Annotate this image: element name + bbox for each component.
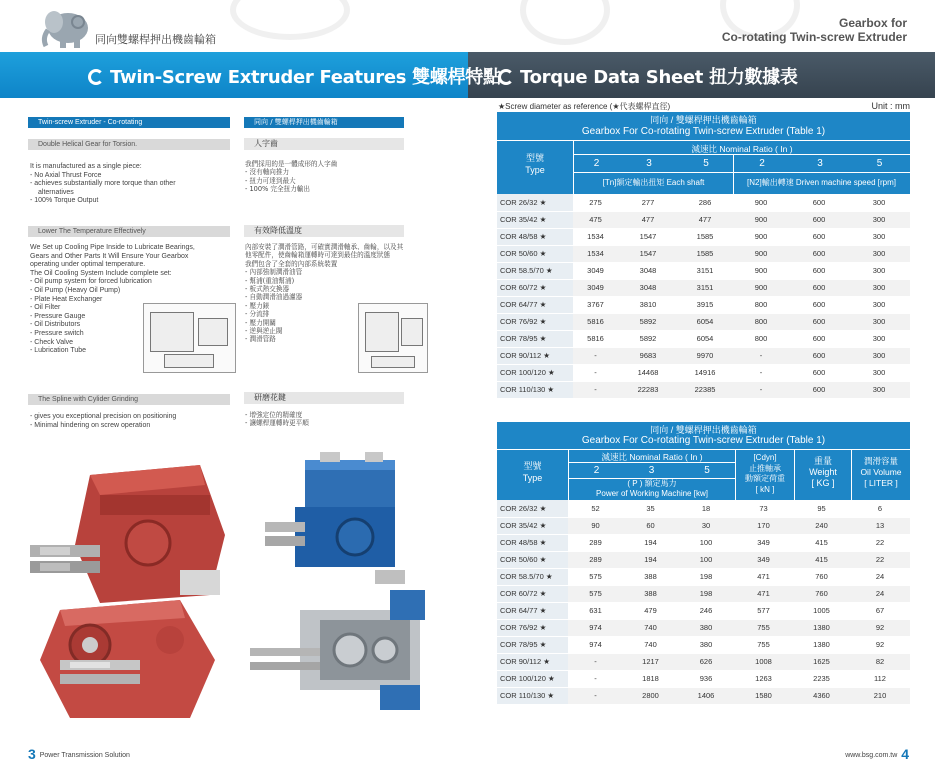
section-co-rotating-en: Twin-screw Extruder - Co-rotating bbox=[28, 117, 230, 128]
value-cell: 198 bbox=[678, 585, 734, 602]
value-cell: 246 bbox=[678, 602, 734, 619]
value-cell: 1534 bbox=[573, 245, 618, 262]
swirl-icon bbox=[498, 69, 514, 85]
double-helical-body-en: It is manufactured as a single piece: - No Axial Thrust Force - achieves substantially more torque than other alternatives - 100% Torque Output bbox=[30, 163, 176, 205]
value-cell: 92 bbox=[850, 619, 910, 636]
table-row bbox=[497, 602, 910, 619]
model-cell: COR 35/42 ★ bbox=[497, 517, 568, 534]
table-row bbox=[497, 585, 910, 602]
value-cell: 300 bbox=[848, 245, 910, 262]
unit-label: Unit : mm bbox=[871, 101, 910, 111]
value-cell: 600 bbox=[790, 313, 848, 330]
model-cell: COR 26/32 ★ bbox=[497, 194, 573, 211]
value-cell: 1534 bbox=[573, 228, 618, 245]
blue-gearbox-photo bbox=[265, 452, 410, 587]
footer-left: 3 Power Transmission Solution bbox=[28, 746, 130, 762]
value-cell: 600 bbox=[790, 279, 848, 296]
table-row bbox=[497, 636, 910, 653]
temperature-body-cn: 內部安裝了潤滑管路，可確實潤滑軸承、齒輪，以及其 他零配件，使齒輪箱運轉時可達到最佳的溫度狀態 我們包含了全套的內部系統裝置 - 內部強制潤滑油管 - 幫浦(重油幫浦) - 板式熱交換器 - 自動潤滑油過濾器 - 壓力錶 - 分流排 - 壓力開關 - 逆與逆止閥 - 潤滑管路 bbox=[245, 243, 404, 344]
value-cell: 3151 bbox=[678, 279, 732, 296]
value-cell: 100 bbox=[678, 534, 734, 551]
section-temperature-cn: 有效降低溫度 bbox=[244, 225, 404, 237]
model-cell: COR 90/112 ★ bbox=[497, 347, 573, 364]
value-cell: 300 bbox=[848, 330, 910, 347]
value-cell: 52 bbox=[568, 500, 623, 517]
model-cell: COR 78/95 ★ bbox=[497, 330, 573, 347]
value-cell: 95 bbox=[793, 500, 850, 517]
value-cell: 5892 bbox=[618, 313, 678, 330]
table-row bbox=[497, 194, 910, 211]
value-cell: 3767 bbox=[573, 296, 618, 313]
value-cell: 388 bbox=[623, 568, 678, 585]
value-cell: 6 bbox=[850, 500, 910, 517]
value-cell: 800 bbox=[732, 330, 790, 347]
value-cell: 198 bbox=[678, 568, 734, 585]
value-cell: 300 bbox=[848, 296, 910, 313]
table1-title-cn: 同向 / 雙螺桿押出機齒輪箱 bbox=[650, 115, 757, 125]
model-cell: COR 50/60 ★ bbox=[497, 245, 573, 262]
value-cell: 415 bbox=[793, 551, 850, 568]
gear-decoration bbox=[230, 0, 350, 40]
value-cell: 471 bbox=[734, 585, 793, 602]
double-helical-body-cn: 我們採用的是一體成形的人字齒 - 沒有軸向推力 - 扭力可達到最大 - 100% 完全扭力輸出 bbox=[245, 160, 338, 194]
value-cell: 577 bbox=[734, 602, 793, 619]
table-row bbox=[497, 551, 910, 568]
value-cell: 471 bbox=[734, 568, 793, 585]
model-cell: COR 48/58 ★ bbox=[497, 534, 568, 551]
value-cell: 5892 bbox=[618, 330, 678, 347]
table-row bbox=[497, 228, 910, 245]
value-cell: 112 bbox=[850, 670, 910, 687]
section-double-helical-en: Double Helical Gear for Torsion. bbox=[28, 139, 230, 150]
value-cell: 349 bbox=[734, 551, 793, 568]
value-cell: 1380 bbox=[793, 619, 850, 636]
value-cell: 600 bbox=[790, 228, 848, 245]
section-spline-en: The Spline with Cylider Grinding bbox=[28, 394, 230, 405]
value-cell: 30 bbox=[678, 517, 734, 534]
swirl-icon bbox=[88, 69, 104, 85]
value-cell: 300 bbox=[848, 364, 910, 381]
model-cell: COR 110/130 ★ bbox=[497, 687, 568, 704]
table-row bbox=[497, 653, 910, 670]
table-row bbox=[497, 330, 910, 347]
model-cell: COR 76/92 ★ bbox=[497, 313, 573, 330]
value-cell: 3810 bbox=[618, 296, 678, 313]
value-cell: 22385 bbox=[678, 381, 732, 398]
value-cell: 3048 bbox=[618, 262, 678, 279]
model-cell: COR 60/72 ★ bbox=[497, 279, 573, 296]
value-cell: - bbox=[568, 670, 623, 687]
value-cell: 900 bbox=[732, 279, 790, 296]
value-cell: 4360 bbox=[793, 687, 850, 704]
model-cell: COR 50/60 ★ bbox=[497, 551, 568, 568]
value-cell: 1625 bbox=[793, 653, 850, 670]
value-cell: 24 bbox=[850, 568, 910, 585]
value-cell: - bbox=[732, 347, 790, 364]
value-cell: 3915 bbox=[678, 296, 732, 313]
elephant-logo-icon bbox=[38, 2, 94, 50]
value-cell: 14468 bbox=[618, 364, 678, 381]
value-cell: 755 bbox=[734, 636, 793, 653]
value-cell: 600 bbox=[790, 262, 848, 279]
section-temperature-en: Lower The Temperature Effectively bbox=[28, 226, 230, 237]
value-cell: 90 bbox=[568, 517, 623, 534]
red-gearbox-photo-1 bbox=[30, 455, 230, 605]
table-row bbox=[497, 568, 910, 585]
spline-body-en: - gives you exceptional precision on positioning - Minimal hindering on screw operation bbox=[30, 413, 177, 429]
cooling-system-diagram bbox=[143, 303, 236, 373]
value-cell: 936 bbox=[678, 670, 734, 687]
table-row bbox=[497, 619, 910, 636]
value-cell: 740 bbox=[623, 636, 678, 653]
value-cell: 1547 bbox=[618, 228, 678, 245]
table2-title-cn: 同向 / 雙螺桿押出機齒輪箱 bbox=[650, 425, 757, 435]
gear-decoration bbox=[520, 0, 610, 45]
header-left-title: 同向雙螺桿押出機齒輪箱 bbox=[95, 33, 216, 46]
value-cell: - bbox=[573, 347, 618, 364]
model-cell: COR 110/130 ★ bbox=[497, 381, 573, 398]
table1-title-en: Gearbox For Co-rotating Twin-screw Extruder (Table 1) bbox=[581, 126, 826, 137]
value-cell: 92 bbox=[850, 636, 910, 653]
red-gearbox-photo-2 bbox=[30, 600, 220, 720]
value-cell: 900 bbox=[732, 262, 790, 279]
value-cell: 300 bbox=[848, 313, 910, 330]
value-cell: 289 bbox=[568, 551, 623, 568]
table2-weight-header: 重量 Weight [ KG ] bbox=[809, 456, 837, 488]
table1-speed-label: [N2]輸出轉速 Driven machine speed [rpm] bbox=[747, 178, 896, 187]
power-table bbox=[497, 500, 910, 705]
value-cell: 18 bbox=[678, 500, 734, 517]
table-row bbox=[497, 211, 910, 228]
table1-model-header: 型號 Type bbox=[525, 153, 545, 175]
model-cell: COR 26/32 ★ bbox=[497, 500, 568, 517]
value-cell: 600 bbox=[790, 381, 848, 398]
value-cell: 600 bbox=[790, 330, 848, 347]
table-row bbox=[497, 500, 910, 517]
value-cell: 1005 bbox=[793, 602, 850, 619]
table-row bbox=[497, 262, 910, 279]
value-cell: 100 bbox=[678, 551, 734, 568]
value-cell: 900 bbox=[732, 228, 790, 245]
opened-gearbox-photo bbox=[250, 590, 430, 720]
temperature-body-en: We Set up Cooling Pipe Inside to Lubricate Bearings, Gears and Other Parts It Will Ensure Your Gearbox operating under optimal temperature. The Oil Cooling System Include complete set: - Oil pump system for forced lubrication - Oil Pump (Heavy Oil Pump) - Plate Heat Exchanger - Oil Filter - Pressure Gauge - Oil Distributors - Pressure switch - Check Valve - Lubrication Tube bbox=[30, 244, 195, 355]
value-cell: 1406 bbox=[678, 687, 734, 704]
model-cell: COR 58.5/70 ★ bbox=[497, 568, 568, 585]
value-cell: 300 bbox=[848, 347, 910, 364]
value-cell: 380 bbox=[678, 619, 734, 636]
value-cell: 1547 bbox=[618, 245, 678, 262]
value-cell: 800 bbox=[732, 313, 790, 330]
value-cell: 1008 bbox=[734, 653, 793, 670]
value-cell: 300 bbox=[848, 262, 910, 279]
value-cell: 210 bbox=[850, 687, 910, 704]
value-cell: 289 bbox=[568, 534, 623, 551]
value-cell: 5816 bbox=[573, 313, 618, 330]
value-cell: 9970 bbox=[678, 347, 732, 364]
section-co-rotating-cn: 同向 / 雙螺桿押出機齒輪箱 bbox=[244, 117, 404, 128]
value-cell: 2235 bbox=[793, 670, 850, 687]
value-cell: 3049 bbox=[573, 262, 618, 279]
table-row bbox=[497, 296, 910, 313]
section-double-helical-cn: 人字齒 bbox=[244, 138, 404, 150]
footer-right: www.bsg.com.tw 4 bbox=[845, 746, 909, 762]
value-cell: - bbox=[573, 381, 618, 398]
value-cell: 900 bbox=[732, 245, 790, 262]
value-cell: 3151 bbox=[678, 262, 732, 279]
value-cell: 194 bbox=[623, 534, 678, 551]
value-cell: 1585 bbox=[678, 245, 732, 262]
value-cell: 626 bbox=[678, 653, 734, 670]
value-cell: 477 bbox=[618, 211, 678, 228]
value-cell: 415 bbox=[793, 534, 850, 551]
value-cell: - bbox=[573, 364, 618, 381]
model-cell: COR 58.5/70 ★ bbox=[497, 262, 573, 279]
value-cell: 1580 bbox=[734, 687, 793, 704]
table1-torque-label: [Tn]額定輸出扭矩 Each shaft bbox=[602, 178, 705, 187]
value-cell: 73 bbox=[734, 500, 793, 517]
cooling-system-diagram-2 bbox=[358, 303, 428, 373]
table-row bbox=[497, 364, 910, 381]
value-cell: 286 bbox=[678, 194, 732, 211]
screw-diameter-note: ★Screw diameter as reference (★代表螺桿直徑) bbox=[498, 102, 671, 111]
value-cell: 300 bbox=[848, 228, 910, 245]
table-row bbox=[497, 347, 910, 364]
value-cell: - bbox=[568, 687, 623, 704]
value-cell: - bbox=[732, 364, 790, 381]
value-cell: 1263 bbox=[734, 670, 793, 687]
value-cell: 575 bbox=[568, 568, 623, 585]
value-cell: 600 bbox=[790, 364, 848, 381]
model-cell: COR 100/120 ★ bbox=[497, 670, 568, 687]
value-cell: 22 bbox=[850, 551, 910, 568]
model-cell: COR 35/42 ★ bbox=[497, 211, 573, 228]
table2-oil-header: 潤滑容量 Oil Volume [ LITER ] bbox=[860, 456, 902, 488]
value-cell: 24 bbox=[850, 585, 910, 602]
model-cell: COR 76/92 ★ bbox=[497, 619, 568, 636]
value-cell: 974 bbox=[568, 636, 623, 653]
value-cell: 755 bbox=[734, 619, 793, 636]
value-cell: 575 bbox=[568, 585, 623, 602]
model-cell: COR 48/58 ★ bbox=[497, 228, 573, 245]
value-cell: 475 bbox=[573, 211, 618, 228]
value-cell: 3048 bbox=[618, 279, 678, 296]
value-cell: 600 bbox=[790, 347, 848, 364]
table-row bbox=[497, 279, 910, 296]
table2-ratio-label: 減速比 Nominal Ratio ( In ) bbox=[601, 452, 703, 462]
value-cell: 600 bbox=[790, 296, 848, 313]
header-right-title: Gearbox for Co-rotating Twin-screw Extruder bbox=[721, 16, 907, 44]
value-cell: 600 bbox=[790, 194, 848, 211]
value-cell: 82 bbox=[850, 653, 910, 670]
model-cell: COR 60/72 ★ bbox=[497, 585, 568, 602]
value-cell: 631 bbox=[568, 602, 623, 619]
model-cell: COR 90/112 ★ bbox=[497, 653, 568, 670]
table-row bbox=[497, 534, 910, 551]
value-cell: 1818 bbox=[623, 670, 678, 687]
value-cell: 900 bbox=[732, 194, 790, 211]
value-cell: 6054 bbox=[678, 313, 732, 330]
table2-cdyn-header: [Cdyn] 止推軸承 動額定荷重 [ kN ] bbox=[745, 453, 785, 494]
value-cell: 67 bbox=[850, 602, 910, 619]
value-cell: 740 bbox=[623, 619, 678, 636]
model-cell: COR 64/77 ★ bbox=[497, 296, 573, 313]
value-cell: - bbox=[568, 653, 623, 670]
value-cell: 5816 bbox=[573, 330, 618, 347]
value-cell: 349 bbox=[734, 534, 793, 551]
value-cell: 300 bbox=[848, 381, 910, 398]
value-cell: 194 bbox=[623, 551, 678, 568]
value-cell: 479 bbox=[623, 602, 678, 619]
value-cell: 900 bbox=[732, 211, 790, 228]
value-cell: 35 bbox=[623, 500, 678, 517]
value-cell: 760 bbox=[793, 585, 850, 602]
value-cell: 800 bbox=[732, 296, 790, 313]
table-row bbox=[497, 245, 910, 262]
table2-title-en: Gearbox For Co-rotating Twin-screw Extruder (Table 1) bbox=[581, 435, 826, 446]
value-cell: 760 bbox=[793, 568, 850, 585]
model-cell: COR 78/95 ★ bbox=[497, 636, 568, 653]
model-cell: COR 100/120 ★ bbox=[497, 364, 573, 381]
table2-model-header: 型號 Type bbox=[522, 461, 543, 483]
value-cell: 477 bbox=[678, 211, 732, 228]
value-cell: - bbox=[732, 381, 790, 398]
value-cell: 22283 bbox=[618, 381, 678, 398]
value-cell: 388 bbox=[623, 585, 678, 602]
value-cell: 14916 bbox=[678, 364, 732, 381]
value-cell: 22 bbox=[850, 534, 910, 551]
torque-table bbox=[497, 194, 910, 399]
value-cell: 300 bbox=[848, 211, 910, 228]
value-cell: 974 bbox=[568, 619, 623, 636]
spline-body-cn: - 增強定位的精確度 - 讓螺桿運轉時更平順 bbox=[245, 411, 309, 428]
value-cell: 1380 bbox=[793, 636, 850, 653]
value-cell: 300 bbox=[848, 279, 910, 296]
value-cell: 600 bbox=[790, 245, 848, 262]
value-cell: 170 bbox=[734, 517, 793, 534]
value-cell: 1585 bbox=[678, 228, 732, 245]
section-spline-cn: 研磨花鍵 bbox=[244, 392, 404, 404]
value-cell: 300 bbox=[848, 194, 910, 211]
unit-note-row bbox=[498, 101, 910, 112]
value-cell: 9683 bbox=[618, 347, 678, 364]
page-header bbox=[0, 0, 935, 52]
value-cell: 13 bbox=[850, 517, 910, 534]
table-row bbox=[497, 517, 910, 534]
value-cell: 2800 bbox=[623, 687, 678, 704]
value-cell: 3049 bbox=[573, 279, 618, 296]
table-row bbox=[497, 381, 910, 398]
table-row bbox=[497, 313, 910, 330]
table1-ratio-label: 減速比 Nominal Ratio ( In ) bbox=[691, 144, 793, 154]
value-cell: 240 bbox=[793, 517, 850, 534]
value-cell: 1217 bbox=[623, 653, 678, 670]
value-cell: 275 bbox=[573, 194, 618, 211]
model-cell: COR 64/77 ★ bbox=[497, 602, 568, 619]
value-cell: 6054 bbox=[678, 330, 732, 347]
table2-power-label: ( P ) 額定馬力 Power of Working Machine [kw] bbox=[596, 479, 708, 498]
table-row bbox=[497, 670, 910, 687]
value-cell: 600 bbox=[790, 211, 848, 228]
band-left-title: Twin-Screw Extruder Features 雙螺桿特點 bbox=[88, 63, 501, 89]
table-row bbox=[497, 687, 910, 704]
value-cell: 60 bbox=[623, 517, 678, 534]
band-right-title: Torque Data Sheet 扭力數據表 bbox=[498, 63, 798, 89]
value-cell: 277 bbox=[618, 194, 678, 211]
value-cell: 380 bbox=[678, 636, 734, 653]
